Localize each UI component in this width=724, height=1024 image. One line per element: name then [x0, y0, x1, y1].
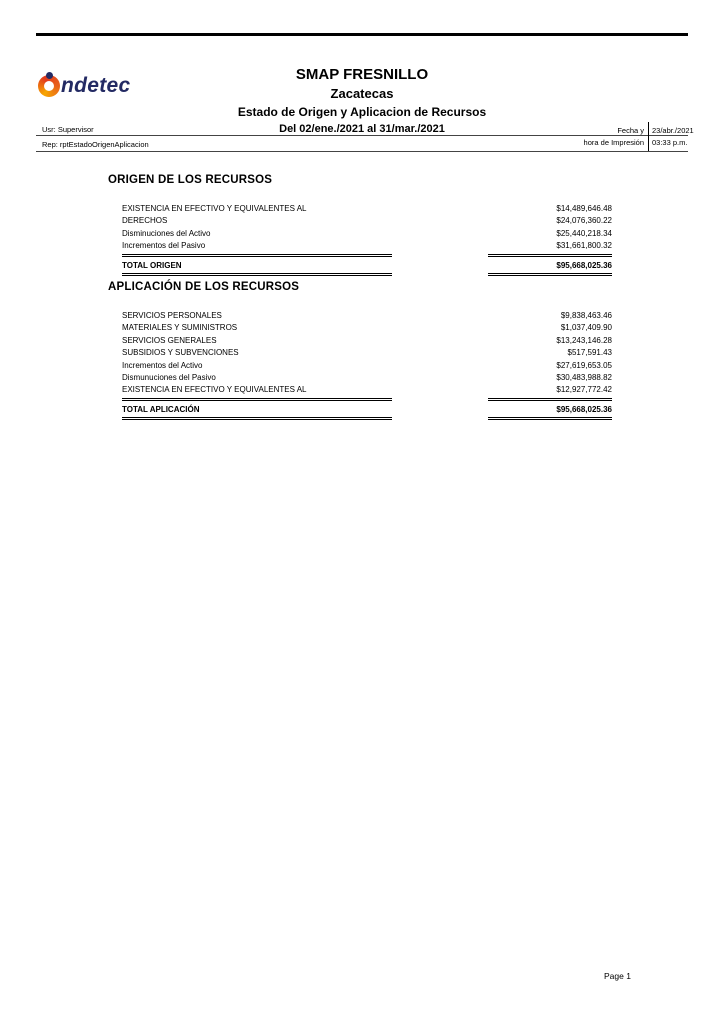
total-rule-top [122, 398, 612, 403]
print-date-label: Fecha y [617, 126, 644, 135]
row-amount: $30,483,988.82 [556, 372, 612, 382]
top-rule [36, 33, 688, 36]
row-amount: $27,619,653.05 [556, 360, 612, 370]
table-row [122, 322, 612, 334]
rule-segment [488, 273, 612, 278]
print-time-label: hora de Impresión [583, 138, 644, 147]
table-row [122, 228, 612, 240]
print-time-value: 03:33 p.m. [652, 138, 688, 147]
row-label: DERECHOS [122, 216, 168, 226]
section-rows [122, 310, 612, 422]
report-id-label: Rep: rptEstadoOrigenAplicacion [42, 140, 149, 149]
rule-segment [488, 417, 612, 422]
rule-segment [488, 398, 612, 403]
row-label: Incrementos del Activo [122, 360, 203, 370]
row-amount: $25,440,218.34 [556, 228, 612, 238]
state-name: Zacatecas [330, 86, 394, 101]
row-label: Incrementos del Pasivo [122, 241, 206, 251]
table-row [122, 240, 612, 252]
table-row [122, 203, 612, 215]
table-row [122, 347, 612, 359]
section-aplicacion [108, 281, 614, 422]
print-meta-divider [648, 122, 649, 151]
rule-segment [122, 254, 392, 259]
row-amount: $14,489,646.48 [556, 204, 612, 213]
row-amount: $9,838,463.46 [560, 311, 612, 320]
row-label: SERVICIOS GENERALES [122, 335, 217, 345]
company-name: SMAP FRESNILLO [295, 66, 429, 83]
total-rule-bottom [122, 273, 612, 278]
header-divider-bottom [36, 151, 688, 152]
rule-segment [122, 417, 392, 422]
user-label: Usr: Supervisor [42, 125, 94, 134]
table-row [122, 372, 612, 384]
row-label: MATERIALES Y SUMINISTROS [122, 323, 238, 333]
table-row [122, 215, 612, 227]
page-number: Page 1 [604, 971, 631, 981]
total-label: TOTAL ORIGEN [122, 260, 182, 270]
table-row [122, 384, 612, 396]
section-rows [122, 203, 612, 278]
row-amount: $13,243,146.28 [556, 335, 612, 345]
row-label: Disminuciones del Activo [122, 228, 211, 238]
total-rule-bottom [122, 417, 612, 422]
rule-segment [122, 273, 392, 278]
section-title: ORIGEN DE LOS RECURSOS [108, 174, 273, 186]
section-origen [108, 174, 614, 278]
row-amount: $24,076,360.22 [556, 216, 612, 226]
row-label: SUBSIDIOS Y SUBVENCIONES [122, 348, 239, 358]
rule-segment [488, 254, 612, 259]
total-rule-top [122, 254, 612, 259]
row-label: Dismunuciones del Pasivo [122, 372, 216, 382]
rule-segment [122, 398, 392, 403]
total-amount: $95,668,025.36 [556, 260, 612, 270]
row-amount: $31,661,800.32 [556, 241, 612, 251]
report-title: Estado de Origen y Aplicacion de Recursos [237, 105, 487, 119]
row-amount: $1,037,409.90 [560, 323, 612, 333]
table-row [122, 360, 612, 372]
total-label: TOTAL APLICACIÓN [122, 404, 200, 414]
total-row [122, 260, 612, 272]
total-amount: $95,668,025.36 [556, 404, 612, 414]
report-period: Del 02/ene./2021 al 31/mar./2021 [279, 123, 445, 135]
row-label: EXISTENCIA EN EFECTIVO Y EQUIVALENTES AL [122, 204, 307, 213]
row-label: EXISTENCIA EN EFECTIVO Y EQUIVALENTES AL [122, 385, 307, 395]
total-row [122, 404, 612, 416]
section-title: APLICACIÓN DE LOS RECURSOS [108, 281, 300, 293]
row-amount: $517,591.43 [567, 348, 612, 358]
report-title-block [0, 66, 724, 135]
indetec-logo-text: ndetec [61, 74, 131, 97]
header-divider-top [36, 135, 688, 136]
print-date-value: 23/abr./2021 [652, 126, 694, 135]
row-label: SERVICIOS PERSONALES [122, 311, 222, 320]
table-row [122, 310, 612, 322]
table-row [122, 335, 612, 347]
row-amount: $12,927,772.42 [556, 385, 612, 395]
